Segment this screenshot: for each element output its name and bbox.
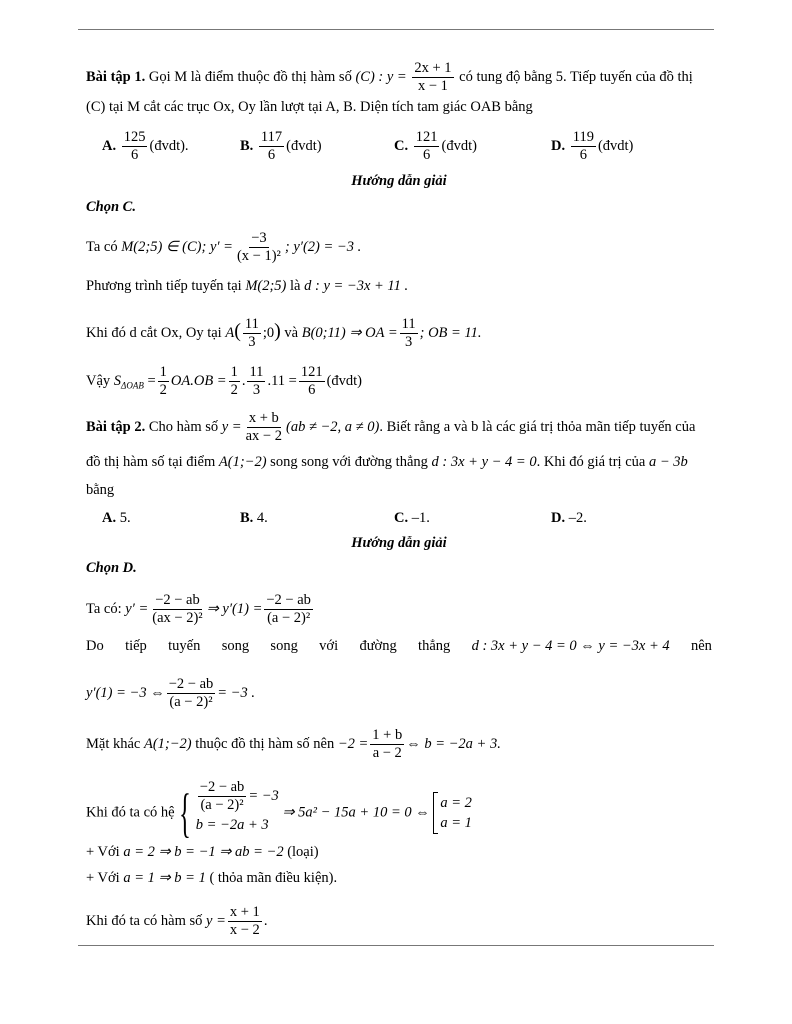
ex1-solution-line1: Ta có M(2;5) ∈ (C); y′ = $\frac{-3}{\text{(x − 1)²}}$ ; y′(2) = −3 .: [86, 230, 362, 264]
ex2-option-a[interactable]: A. 5.: [102, 510, 131, 526]
ex1-option-d[interactable]: D. $\frac{119}{6}$ (đvdt): [551, 129, 634, 163]
ex2-solution-line5: Khi đó ta có hệ { $\frac{-2 - ab}{\text{(a − 2)²}}$ = −3 b = −2a + 3 ⇒ 5a² − 15a + 10 = 0 ⇔ a = 2 a = 1: [86, 778, 472, 843]
ex2-label: Bài tập 2.: [86, 418, 146, 435]
ex2-solution-line3: y′(1) = −3 ⇔ $\frac{-2 - ab}{\text{(a − 2)²}}$ = −3 .: [86, 676, 255, 710]
ex2-answer: Chọn D.: [86, 560, 137, 576]
ex1-option-a[interactable]: A. $\frac{125}{6}$ (đvdt).: [102, 129, 189, 163]
ex2-solution-line1: Ta có: y′ = $\frac{-2 - ab}{\text{(ax − 2)²}}$ ⇒ y′(1) = $\frac{-2 - ab}{\text{(a − 2)²}}$: [86, 592, 311, 626]
ex2-option-c[interactable]: C. –1.: [394, 510, 430, 526]
ex2-guide-heading: Hướng dẫn giải: [351, 535, 447, 551]
ex1-line2: (C) tại M cắt các trục Ox, Oy lần lượt tại A, B. Diện tích tam giác OAB bằng: [86, 99, 533, 115]
ex1-answer: Chọn C.: [86, 199, 136, 215]
equation-system: $\frac{-2 - ab}{\text{(a − 2)²}}$ = −3 b = −2a + 3: [195, 778, 279, 833]
ex2-solution-line6: + Với a = 2 ⇒ b = −1 ⇒ ab = −2 (loại): [86, 844, 319, 860]
ex2-line2: đồ thị hàm số tại điểm A(1;−2) song song với đường thẳng d : 3x + y − 4 = 0. Khi đó giá trị của a − 3b: [86, 454, 688, 470]
ex1-solution-line2: Phương trình tiếp tuyến tại M(2;5) là d : y = −3x + 11 .: [86, 278, 409, 294]
solution-bracket: [433, 792, 438, 834]
ex1-solution-line4: Vậy $S_{\Delta OAB}$ = $\frac{1}{2}$ OA.OB = $\frac{1}{2}$ . $\frac{11}{3}$ .11 = $\frac{121}{6}$ (đvdt): [86, 364, 363, 398]
ex2-solution-line7: + Với a = 1 ⇒ b = 1 ( thỏa mãn điều kiện).: [86, 870, 338, 886]
ex2-line3: bằng: [86, 482, 115, 498]
ex2-option-d[interactable]: D. –2.: [551, 510, 587, 526]
ex2-option-b[interactable]: B. 4.: [240, 510, 268, 526]
ex1-function-fraction: $\frac{2x + 1}{x - 1}$: [414, 60, 452, 94]
ex2-solution-line2: Do tiếp tuyến song song với đường thẳng d : 3x + y − 4 = 0 ⇔ y = −3x + 4 nên: [86, 638, 712, 654]
top-rule: [78, 29, 714, 30]
ex1-option-b[interactable]: B. $\frac{117}{6}$ (đvdt): [240, 129, 322, 163]
ex2-solution-line4: Mặt khác A(1;−2) thuộc đồ thị hàm số nên −2 = $\frac{1 + b}{a - 2}$ ⇔ b = −2a + 3.: [86, 727, 501, 761]
ex1-label: Bài tập 1.: [86, 68, 146, 85]
ex2-solution-line8: Khi đó ta có hàm số y = $\frac{x + 1}{x - 2}$ .: [86, 904, 268, 938]
ex1-option-c[interactable]: C. $\frac{121}{6}$ (đvdt): [394, 129, 477, 163]
ex2-line1: Bài tập 2. Cho hàm số y = $\frac{x + b}{ax - 2}$ (ab ≠ −2, a ≠ 0). Biết rằng a và b là các giá trị thỏa mãn tiếp tuyến của: [86, 410, 696, 444]
bottom-rule: [78, 945, 714, 946]
ex1-line1: Bài tập 1. Gọi M là điểm thuộc đồ thị hàm số (C) : y = $\frac{2x + 1}{x - 1}$ có tung độ bằng 5. Tiếp tuyến của đồ thị: [86, 60, 693, 94]
ex1-solution-line3: Khi đó d cắt Ox, Oy tại A( $\frac{11}{3}$ ;0) và B(0;11) ⇒ OA = $\frac{11}{3}$ ; OB = 11.: [86, 316, 482, 350]
ex1-guide-heading: Hướng dẫn giải: [351, 173, 447, 189]
